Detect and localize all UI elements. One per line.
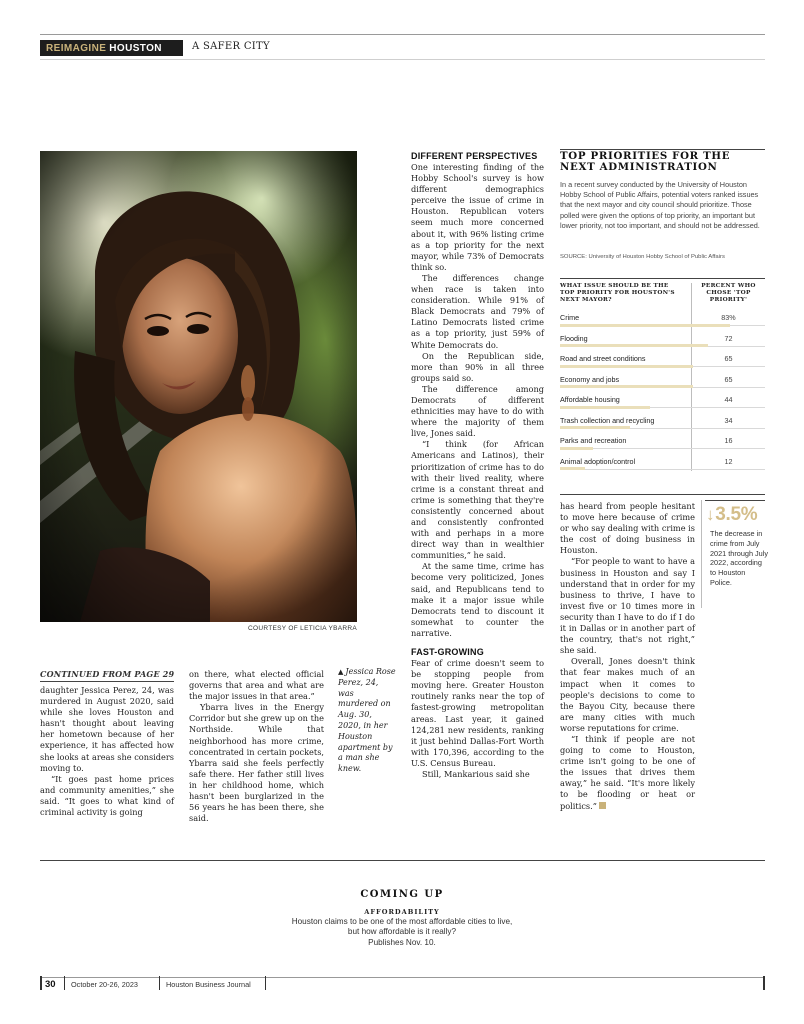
- paragraph-final-text: “I think if people are not going to come to Houston, crime isn't going to be one of the issues that drives them away,” he said. “It's more likely to be flooding or heat or politics.”: [560, 733, 695, 811]
- chart-value-label: 72: [724, 333, 733, 343]
- header-rule: [40, 59, 765, 60]
- portrait-photo: [40, 151, 357, 622]
- chart-bar: [560, 406, 650, 409]
- coming-up-title: COMING UP: [360, 889, 444, 900]
- subhead-fast-growing: FAST-GROWING: [411, 647, 484, 658]
- chart-value-label: 65: [724, 374, 733, 384]
- chart-category-label: Trash collection and recycling: [560, 415, 655, 425]
- continued-rule: [40, 681, 174, 682]
- chart-row: [560, 454, 765, 474]
- chart-value-label: 34: [724, 415, 733, 425]
- subhead-different-perspectives: DIFFERENT PERSPECTIVES: [411, 151, 538, 161]
- paragraph: One interesting finding of the Hobby School's survey is how different demographics perceive the issue of crime in Houston. Republican voters seem much more concerned about it, with 96% listing crime as a top priority for the next mayor, while 73% of Democrats think so.: [411, 162, 544, 272]
- paragraph: The difference among Democrats of different ethnicities may have to do with where the majority of them live, Jones said.: [411, 383, 544, 439]
- stat-description: The decrease in crime from July 2021 through July 2022, according to Houston Police.: [710, 529, 769, 587]
- paragraph: At the same time, crime has become very politicized, Jones said, and Republicans tend to make it a major issue while Democrats tend to discount it somewhat to counter the narrative.: [411, 561, 544, 638]
- footer-separator: [64, 976, 65, 990]
- chart-row: [560, 351, 765, 371]
- coming-up-rule: [40, 860, 765, 861]
- footer-separator: [265, 976, 266, 990]
- section-brand-bar: [40, 40, 183, 56]
- paragraph: Ybarra lives in the Energy Corridor but she grew up on the Northside. While that neighborhood has more crime, concentrated in certain pockets, Ybarra said she feels perfectly safe there. Her father still lives in her childhood home, which hasn't been burglarized in the 56 years he has been there, she said.: [189, 702, 324, 824]
- article-column-4: [560, 501, 695, 812]
- article-column-2: [189, 669, 324, 824]
- caption-triangle-icon: ▲: [338, 668, 344, 676]
- footer-rule: [40, 977, 765, 978]
- coming-up-topic: AFFORDABILITY: [364, 908, 440, 916]
- publication-name: Houston Business Journal: [166, 980, 251, 989]
- chart-bar: [560, 344, 708, 347]
- chart-column-header-percent: PERCENT WHO CHOSE 'TOP PRIORITY': [701, 283, 756, 303]
- chart-category-label: Crime: [560, 313, 580, 322]
- chart-category-label: Economy and jobs: [560, 374, 620, 384]
- chart-row: [560, 433, 765, 453]
- chart-bar: [560, 467, 585, 470]
- chart-row: [560, 413, 765, 433]
- chart-row: [560, 331, 765, 351]
- stat-value: [706, 504, 757, 526]
- chart-category-label: Flooding: [560, 333, 588, 343]
- footer-separator: [40, 976, 42, 990]
- chart-row: [560, 310, 765, 330]
- paragraph: Overall, Jones doesn't think that fear makes much of an impact when it comes to people's decisions to come to the Bayou City, because there are many cities with much worse reputations for crime.: [560, 656, 695, 733]
- photo-caption: [338, 667, 396, 775]
- chart-bar: [560, 324, 730, 327]
- chart-category-label: Road and street conditions: [560, 354, 646, 363]
- portrait-illustration: [40, 151, 357, 622]
- continued-label: CONTINUED FROM PAGE 29: [40, 669, 175, 679]
- chart-value-label: 12: [724, 456, 733, 466]
- chart-title: TOP PRIORITIES FOR THE NEXT ADMINISTRATION: [560, 150, 731, 173]
- chart-header-rule: [560, 278, 765, 279]
- coming-up-description: [252, 917, 552, 948]
- coming-up-line: Publishes Nov. 10.: [368, 937, 436, 947]
- chart-row: [560, 372, 765, 392]
- chart-bar-track: [560, 469, 765, 470]
- end-mark-icon: [599, 802, 606, 809]
- chart-bar: [560, 385, 693, 388]
- article-column-1: [40, 685, 174, 818]
- top-rule: [40, 34, 765, 35]
- down-arrow-icon: ↓: [706, 505, 715, 524]
- paragraph: Still, Mankarious said she: [422, 768, 530, 779]
- paragraph: Fear of crime doesn't seem to be stopping people from moving here. Greater Houston routinely ranks near the top of fastest-growing metropolitan areas. Last year, it gained 124,281 new residents, ranking it just behind Dallas-Fort Worth with 170,396, according to the U.S. Census Bureau.: [411, 658, 544, 768]
- chart-intro: In a recent survey conducted by the University of Houston Hobby School of Public Affairs, potential voters ranked issues that the next mayor and city council should prioritize. Those polled were given the options of top priority, an important but lower priority, not too important, and should not be addressed.: [560, 180, 760, 230]
- chart-row: [560, 392, 765, 412]
- brand-reimagine: REIMAGINE: [46, 42, 107, 54]
- chart-category-label: Affordable housing: [560, 395, 620, 404]
- paragraph: The differences change when race is taken into consideration. While 91% of Black Democrats and 79% of Latino Democrats listed crime as a top priority, just 59% of White Democrats do.: [411, 272, 544, 350]
- chart-category-label: Parks and recreation: [560, 436, 627, 445]
- chart-value-label: 83%: [721, 313, 736, 322]
- photo-caption-text: Jessica Rose Perez, 24, was murdered on Aug. 30, 2020, in her Houston apartment by a man she knew.: [338, 667, 396, 774]
- chart-bar: [560, 426, 630, 429]
- photo-credit: COURTESY OF LETICIA YBARRA: [248, 625, 357, 632]
- coming-up-line: Houston claims to be one of the most affordable cities to live,: [291, 917, 513, 926]
- stat-divider: [701, 500, 702, 608]
- issue-date: October 20-26, 2023: [71, 980, 138, 989]
- chart-source: SOURCE: University of Houston Hobby School of Public Affairs: [560, 254, 725, 260]
- brand-houston: HOUSTON: [109, 42, 162, 54]
- stat-rule: [705, 500, 765, 501]
- paragraph: On the Republican side, more than 90% in all three groups said so.: [411, 350, 544, 383]
- chart-bar: [560, 365, 693, 368]
- stat-number: 3.5%: [715, 504, 758, 525]
- section-title: A SAFER CITY: [192, 41, 270, 52]
- coming-up-line: but how affordable is it really?: [347, 927, 457, 937]
- chart-bar: [560, 447, 593, 450]
- paragraph: “For people to want to have a business in Houston and say I understand that in order for my business to thrive, I have to invest five or 10 times more in security than I have to do if I do it in Dallas or in another part of the country, that's not right,” she said.: [560, 556, 695, 656]
- paragraph: daughter Jessica Perez, 24, was murdered in August 2020, said while she loves Houston and hasn't thought about leaving her hometown because of her experience, it has affected how she looks at areas she considers moving to.: [40, 685, 174, 773]
- paragraph: “I think (for African Americans and Latinos), their prioritization of crime has to do with their lived reality, where crime is a constant threat and crime is something that they're consistently concerned about and consistently confronted with and perhaps in a more direct way than in wealthier communities,” he said.: [411, 439, 544, 561]
- paragraph: has heard from people hesitant to move here because of crime or who say dealing with crime is the cost of doing business in Houston.: [560, 501, 695, 556]
- paragraph-final: [560, 734, 695, 812]
- chart-value-label: 65: [724, 354, 733, 363]
- paragraph: “It goes past home prices and community amenities,” she said. “It goes to what kind of criminal activity is going: [40, 773, 174, 818]
- footer-separator: [159, 976, 160, 990]
- footer-separator: [763, 976, 765, 990]
- article-column-3: [411, 151, 544, 780]
- chart-column-header-issue: WHAT ISSUE SHOULD BE THE TOP PRIORITY FOR HOUSTON'S NEXT MAYOR?: [560, 283, 675, 303]
- chart-value-label: 16: [724, 436, 733, 445]
- chart-bottom-rule: [560, 494, 765, 495]
- chart-category-label: Animal adoption/control: [560, 456, 636, 466]
- paragraph: on there, what elected official governs that area and what are the major issues in that area.”: [189, 669, 324, 702]
- page-number: 30: [45, 979, 56, 990]
- chart-value-label: 44: [724, 395, 733, 404]
